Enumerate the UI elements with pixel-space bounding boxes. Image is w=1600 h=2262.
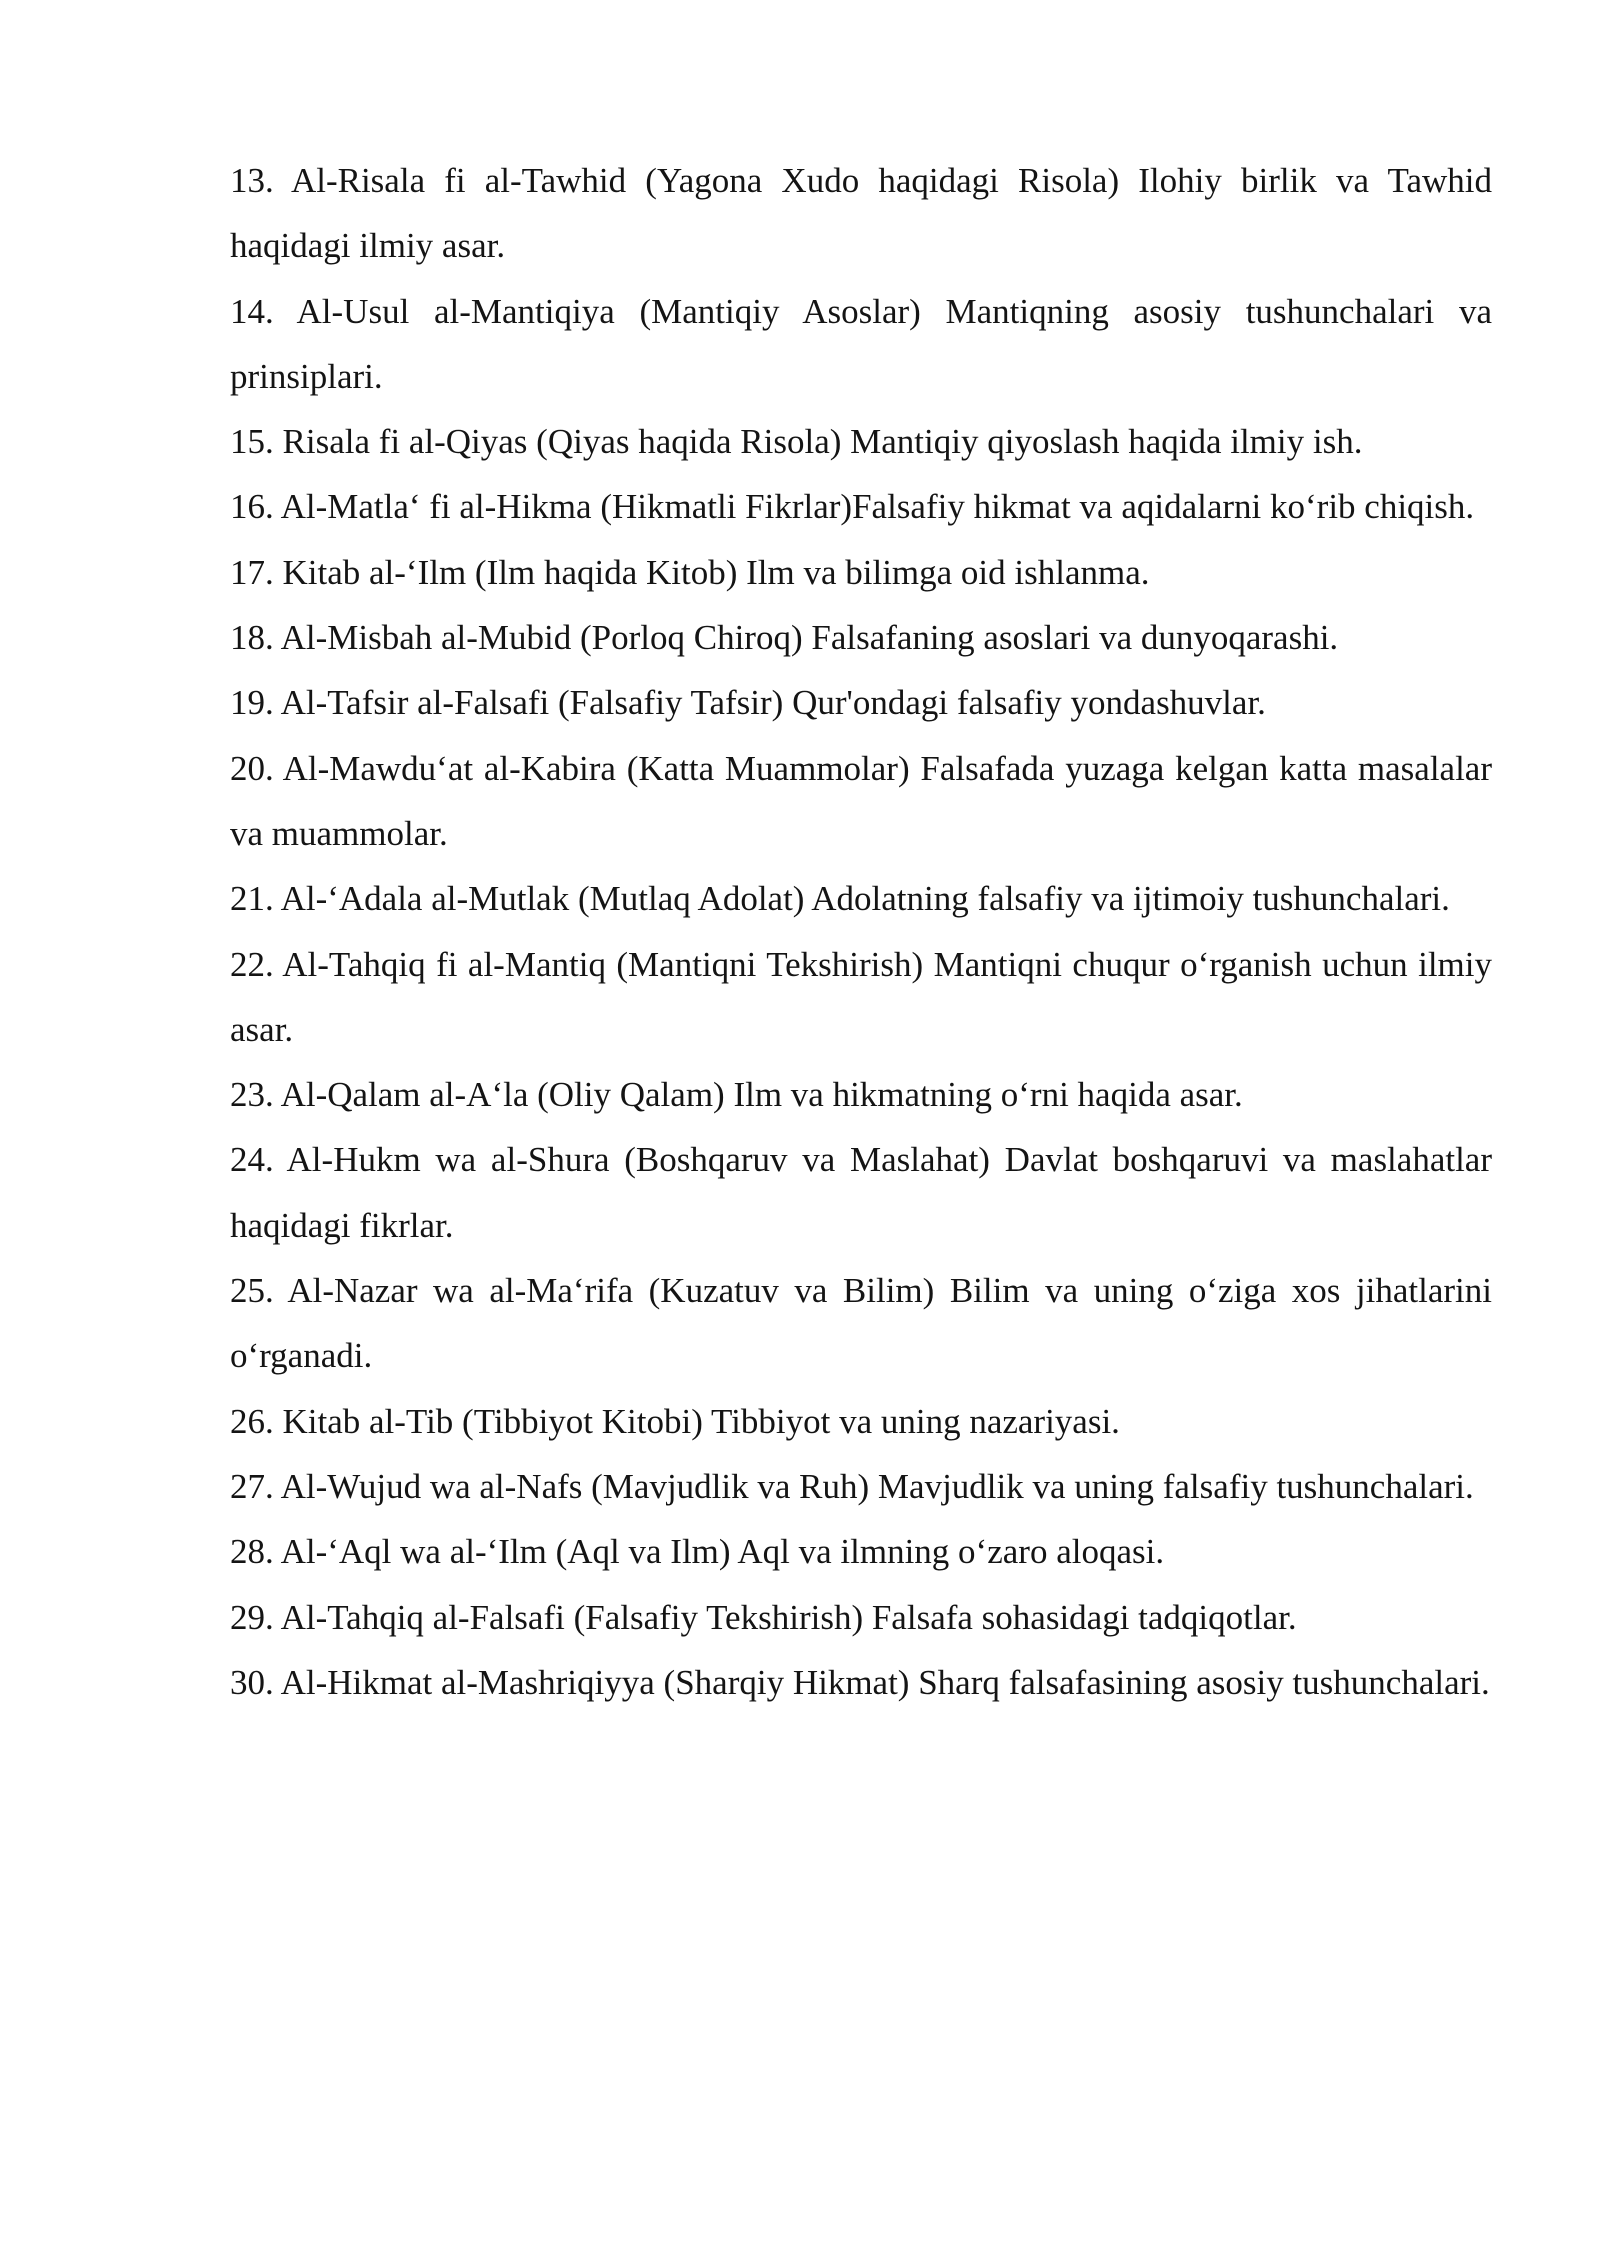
list-item-27: 27. Al-Wujud wa al-Nafs (Mavjudlik va Ruh) Mavjudlik va uning falsafiy tushunchalari. — [230, 1466, 1474, 1506]
list-item-26: 26. Kitab al-Tib (Tibbiyot Kitobi) Tibbiyot va uning nazariyasi. — [230, 1401, 1120, 1441]
list-item-18: 18. Al-Misbah al-Mubid (Porloq Chiroq) Falsafaning asoslari va dunyoqarashi. — [230, 618, 1339, 658]
list-item-15: 15. Risala fi al-Qiyas (Qiyas haqida Risola) Mantiqiy qiyoslash haqida ilmiy ish. — [230, 422, 1363, 462]
list-item-16: 16. Al-Matla‘ fi al-Hikma (Hikmatli Fikrlar)Falsafiy hikmat va aqidalarni ko‘rib chiqish. — [230, 487, 1475, 527]
list-item-28: 28. Al-‘Aql wa al-‘Ilm (Aql va Ilm) Aql va ilmning o‘zaro aloqasi. — [230, 1532, 1165, 1572]
list-item-19: 19. Al-Tafsir al-Falsafi (Falsafiy Tafsir) Qur'ondagi falsafiy yondashuvlar. — [230, 683, 1266, 723]
list-item-24: 24. Al-Hukm wa al-Shura (Boshqaruv va Maslahat) Davlat boshqaruvi va maslahatlar haqidagi fikrlar. — [230, 1140, 1492, 1245]
document-body — [230, 148, 1492, 1715]
list-item-22: 22. Al-Tahqiq fi al-Mantiq (Mantiqni Tekshirish) Mantiqni chuqur o‘rganish uchun ilmiy asar. — [230, 944, 1492, 1049]
list-item-20: 20. Al-Mawdu‘at al-Kabira (Katta Muammolar) Falsafada yuzaga kelgan katta masalalar va muammolar. — [230, 748, 1492, 853]
list-item-25: 25. Al-Nazar wa al-Ma‘rifa (Kuzatuv va Bilim) Bilim va uning o‘ziga xos jihatlarini o‘rganadi. — [230, 1271, 1492, 1376]
list-item-13: 13. Al-Risala fi al-Tawhid (Yagona Xudo haqidagi Risola) Ilohiy birlik va Tawhid haqidagi ilmiy asar. — [230, 161, 1492, 266]
list-item-23: 23. Al-Qalam al-A‘la (Oliy Qalam) Ilm va hikmatning o‘rni haqida asar. — [230, 1075, 1243, 1115]
list-item-17: 17. Kitab al-‘Ilm (Ilm haqida Kitob) Ilm va bilimga oid ishlanma. — [230, 552, 1150, 592]
list-item-21: 21. Al-‘Adala al-Mutlak (Mutlaq Adolat) Adolatning falsafiy va ijtimoiy tushunchalari. — [230, 879, 1450, 919]
list-item-14: 14. Al-Usul al-Mantiqiya (Mantiqiy Asoslar) Mantiqning asosiy tushunchalari va prinsiplari. — [230, 291, 1492, 396]
list-item-30: 30. Al-Hikmat al-Mashriqiyya (Sharqiy Hikmat) Sharq falsafasining asosiy tushunchalari. — [230, 1662, 1490, 1702]
list-item-29: 29. Al-Tahqiq al-Falsafi (Falsafiy Tekshirish) Falsafa sohasidagi tadqiqotlar. — [230, 1597, 1297, 1637]
